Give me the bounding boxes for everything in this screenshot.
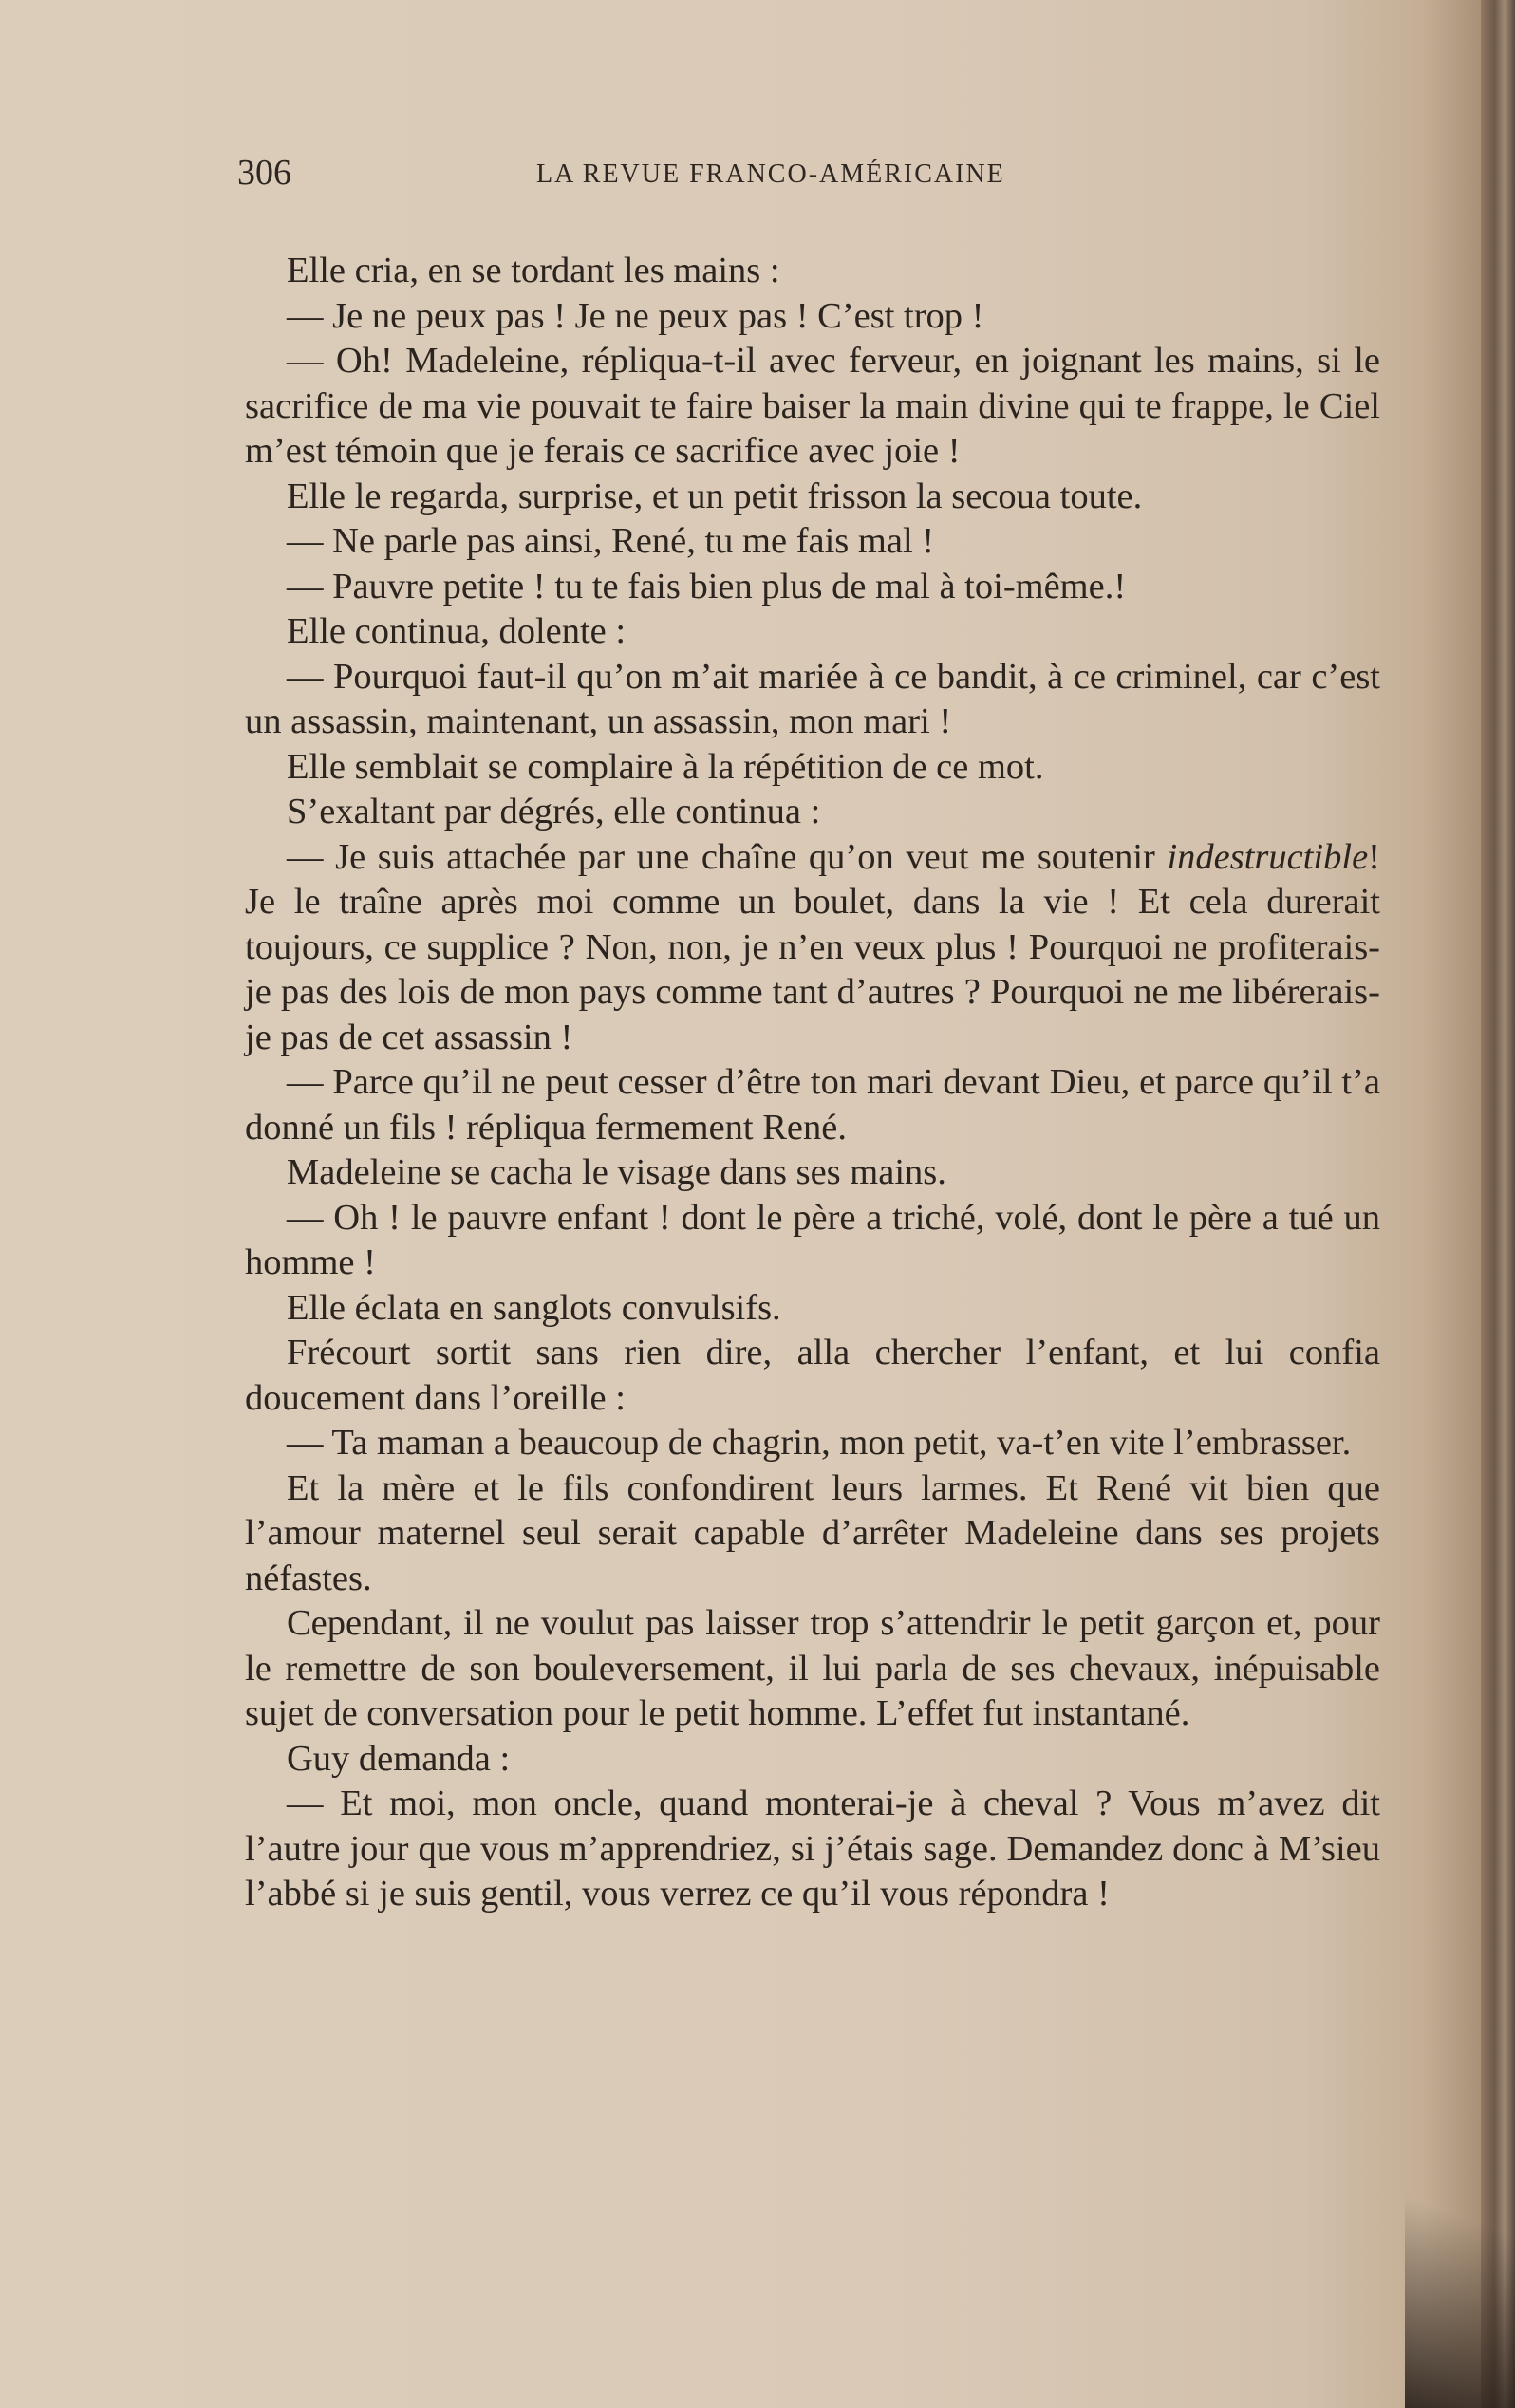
paragraph: — Ne parle pas ainsi, René, tu me fais mal ! xyxy=(287,521,935,561)
paragraph: Guy demanda : xyxy=(287,1738,511,1779)
paragraph: — Oh! Madeleine, répliqua-t-il avec ferveur, en joignant les mains, si le sacrifice de ma vie pouvait te faire baiser la main divine qui te frappe, le Ciel m’est témoin que je ferais ce sacrifice avec joie ! xyxy=(245,341,1380,471)
paragraph: Elle continua, dolente : xyxy=(287,611,627,651)
page-number: 306 xyxy=(237,153,291,193)
paragraph: S’exaltant par dégrés, elle continua : xyxy=(287,792,821,831)
paragraph: — Ta maman a beaucoup de chagrin, mon petit, va-t’en vite l’embrasser. xyxy=(287,1423,1352,1463)
book-spine-edge xyxy=(1481,0,1515,2408)
paragraph: — Je ne peux pas ! Je ne peux pas ! C’est trop ! xyxy=(287,295,984,336)
paragraph-text: ! Je le traîne après moi comme un boulet, dans la vie ! Et cela durerait toujours, ce supplice ? Non, non, je n’en veux plus ! Pourquoi ne profiterais-je pas des lois de mon pays comme tant d’autres ? Pourquoi ne me libérerais-je pas de cet assassin ! xyxy=(245,836,1380,1057)
paragraph: — Pauvre petite ! tu te fais bien plus de mal à toi-même.! xyxy=(287,566,1127,607)
page-header xyxy=(237,152,1386,199)
paragraph: Frécourt sortit sans rien dire, alla chercher l’enfant, et lui confia doucement dans l’oreille : xyxy=(245,1333,1380,1418)
paragraph-text: — Je suis attachée par une chaîne qu’on veut me soutenir xyxy=(287,836,1168,877)
paragraph: Elle le regarda, surprise, et un petit frisson la secoua toute. xyxy=(287,476,1143,516)
body-text xyxy=(245,249,1380,1917)
paragraph: — Parce qu’il ne peut cesser d’être ton mari devant Dieu, et parce qu’il t’a donné un fils ! répliqua fermement René. xyxy=(245,1062,1380,1148)
paragraph: — Et moi, mon oncle, quand monterai-je à cheval ? Vous m’avez dit l’autre jour que vous m’apprendriez, si j’étais sage. Demandez donc à M’sieu l’abbé si je suis gentil, vous verrez ce qu’il vous répondra ! xyxy=(245,1783,1380,1913)
paragraph: Madeleine se cacha le visage dans ses mains. xyxy=(287,1152,946,1192)
paragraph: Et la mère et le fils confondirent leurs larmes. Et René vit bien que l’amour maternel seul serait capable d’arrêter Madeleine dans ses projets néfastes. xyxy=(245,1467,1380,1598)
paragraph: — Oh ! le pauvre enfant ! dont le père a triché, volé, dont le père a tué un homme ! xyxy=(245,1197,1380,1282)
paragraph: Elle cria, en se tordant les mains : xyxy=(287,251,780,290)
running-title: LA REVUE FRANCO-AMÉRICAINE xyxy=(536,159,1005,189)
paragraph-with-italic xyxy=(245,835,1380,1061)
paragraph: Elle éclata en sanglots convulsifs. xyxy=(287,1287,781,1328)
italic-word: indestructible xyxy=(1167,836,1369,877)
paragraph: Cependant, il ne voulut pas laisser trop s’attendrir le petit garçon et, pour le remettre de son bouleversement, il lui parla de ses chevaux, inépuisable sujet de conversation pour le petit homme. L’effet fut instantané. xyxy=(245,1603,1380,1733)
paragraph: Elle semblait se complaire à la répétition de ce mot. xyxy=(287,746,1044,787)
page-corner-shadow xyxy=(1405,2183,1515,2408)
paragraph: — Pourquoi faut-il qu’on m’ait mariée à ce bandit, à ce criminel, car c’est un assassin, maintenant, un assassin, mon mari ! xyxy=(245,656,1380,741)
